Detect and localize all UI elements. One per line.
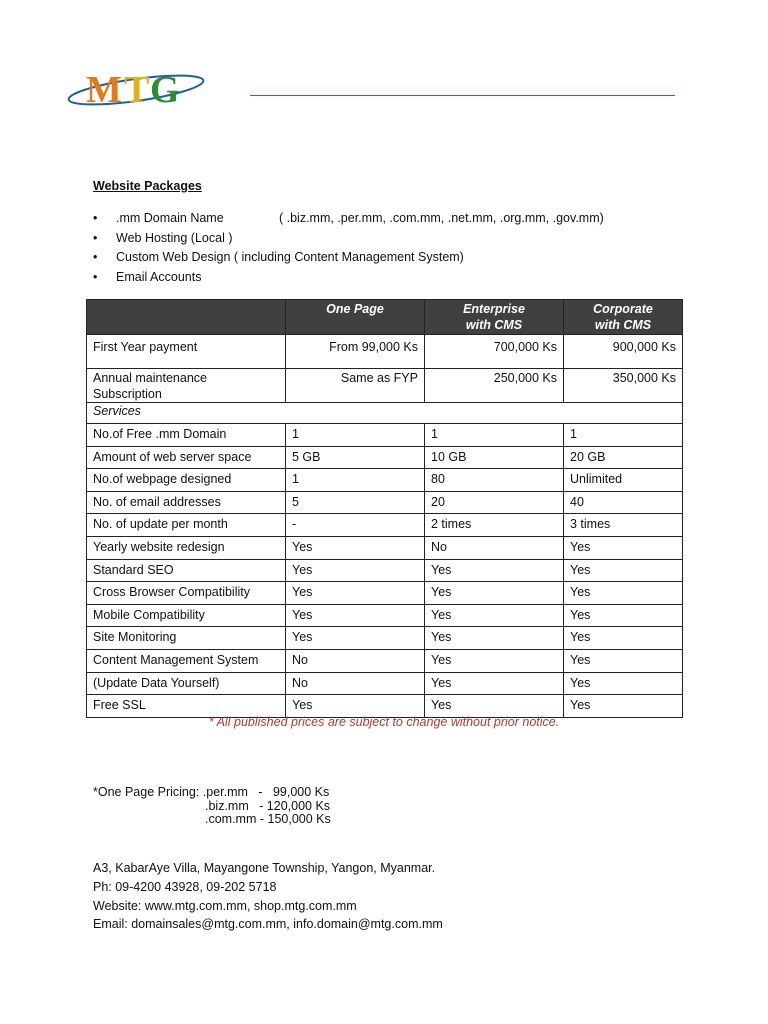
value-cell: 80 (425, 469, 564, 492)
table-row (87, 559, 683, 582)
row-label: Amount of web server space (87, 446, 286, 469)
row-label: No.of webpage designed (87, 469, 286, 492)
value-cell: Yes (564, 672, 683, 695)
value-cell: 20 GB (564, 446, 683, 469)
value-cell: No (286, 672, 425, 695)
section-row (87, 403, 683, 424)
table-row (87, 672, 683, 695)
contact-website[interactable]: Website: www.mtg.com.mm, shop.mtg.com.mm (93, 898, 357, 913)
column-header-corporate: Corporate with CMS (564, 300, 683, 335)
table-row (87, 536, 683, 559)
section-label: Services (87, 403, 683, 424)
row-label: First Year payment (87, 335, 286, 369)
value-cell: Yes (564, 627, 683, 650)
value-cell: 3 times (564, 514, 683, 537)
table-row (87, 469, 683, 492)
value-cell: Yes (286, 536, 425, 559)
value-cell: Yes (286, 604, 425, 627)
table-row (87, 582, 683, 605)
pricing-line: .com.mm - 150,000 Ks (205, 812, 331, 826)
value-cell: 20 (425, 491, 564, 514)
price-notice: * All published prices are subject to change without prior notice. (208, 715, 560, 729)
value-cell: 10 GB (425, 446, 564, 469)
row-label: No. of update per month (87, 514, 286, 537)
value-cell: Yes (564, 695, 683, 718)
logo-letter-g: G (150, 69, 180, 110)
row-label: Cross Browser Compatibility (87, 582, 286, 605)
value-cell: Yes (425, 582, 564, 605)
value-cell: 1 (564, 424, 683, 447)
table-row (87, 604, 683, 627)
contact-block (93, 859, 443, 934)
value-cell: No (286, 649, 425, 672)
table-row (87, 649, 683, 672)
price-cell: 700,000 Ks (425, 335, 564, 369)
price-cell: 250,000 Ks (425, 369, 564, 403)
packages-table (86, 299, 683, 718)
value-cell: Yes (564, 649, 683, 672)
header-rule (250, 95, 675, 96)
value-cell: Yes (425, 559, 564, 582)
contact-address: A3, KabarAye Villa, Mayangone Township, Yangon, Myanmar. (93, 861, 436, 875)
header-empty-cell (87, 300, 286, 335)
row-label: Yearly website redesign (87, 536, 286, 559)
table-row (87, 446, 683, 469)
mtg-logo (66, 66, 206, 110)
value-cell: 5 GB (286, 446, 425, 469)
value-cell: Yes (286, 559, 425, 582)
logo-letter-t: T (124, 69, 150, 110)
feature-item (93, 268, 464, 288)
value-cell: 40 (564, 491, 683, 514)
price-cell: 350,000 Ks (564, 369, 683, 403)
value-cell: Yes (425, 649, 564, 672)
value-cell: - (286, 514, 425, 537)
table-row (87, 424, 683, 447)
value-cell: No (425, 536, 564, 559)
row-label: Annual maintenance Subscription (87, 369, 286, 403)
feature-extra: ( .biz.mm, .per.mm, .com.mm, .net.mm, .org.mm, .gov.mm) (279, 211, 604, 225)
value-cell: Yes (425, 695, 564, 718)
value-cell: Yes (286, 627, 425, 650)
value-cell: Yes (564, 604, 683, 627)
value-cell: Yes (564, 582, 683, 605)
pricing-line: .biz.mm - 120,000 Ks (205, 798, 331, 813)
table-row (87, 491, 683, 514)
value-cell: 5 (286, 491, 425, 514)
value-cell: Yes (425, 672, 564, 695)
price-cell: From 99,000 Ks (286, 335, 425, 369)
feature-label: Email Accounts (116, 269, 202, 284)
value-cell: Unlimited (564, 469, 683, 492)
column-header-one-page: One Page (286, 300, 425, 335)
one-page-pricing-row (93, 800, 331, 814)
services-body (87, 424, 683, 718)
one-page-pricing-heading: *One Page Pricing: (93, 785, 200, 799)
row-label: Free SSL (87, 695, 286, 718)
contact-email[interactable]: Email: domainsales@mtg.com.mm, info.domain@mtg.com.mm (93, 917, 443, 932)
table-row (87, 369, 683, 403)
price-cell: 900,000 Ks (564, 335, 683, 369)
value-cell: 1 (286, 424, 425, 447)
feature-label: Web Hosting (Local ) (116, 230, 233, 245)
price-cell: Same as FYP (286, 369, 425, 403)
one-page-pricing-row (93, 786, 331, 800)
value-cell: 1 (425, 424, 564, 447)
feature-label: Custom Web Design ( including Content Management System) (116, 250, 464, 264)
row-label: (Update Data Yourself) (87, 672, 286, 695)
value-cell: Yes (425, 604, 564, 627)
page-title: Website Packages (93, 179, 202, 193)
feature-item (93, 248, 464, 268)
value-cell: Yes (425, 627, 564, 650)
feature-label: .mm Domain Name (116, 211, 224, 225)
one-page-pricing-row (93, 813, 331, 827)
value-cell: Yes (286, 582, 425, 605)
value-cell: Yes (564, 536, 683, 559)
contact-phone: Ph: 09-4200 43928, 09-202 5718 (93, 879, 277, 894)
value-cell: 2 times (425, 514, 564, 537)
logo-letter-m: M (86, 69, 122, 110)
row-label: Mobile Compatibility (87, 604, 286, 627)
row-label: Standard SEO (87, 559, 286, 582)
table-row (87, 514, 683, 537)
one-page-pricing (93, 786, 331, 827)
table-row (87, 335, 683, 369)
feature-item (93, 209, 604, 229)
table-row (87, 627, 683, 650)
feature-list (93, 209, 604, 287)
table-row (87, 695, 683, 718)
column-header-enterprise: Enterprise with CMS (425, 300, 564, 335)
row-label: No. of email addresses (87, 491, 286, 514)
feature-item (93, 229, 464, 249)
value-cell: Yes (564, 559, 683, 582)
row-label: Site Monitoring (87, 627, 286, 650)
pricing-line: .per.mm - 99,000 Ks (202, 785, 330, 799)
value-cell: 1 (286, 469, 425, 492)
table-header-row (87, 300, 683, 335)
row-label: Content Management System (87, 649, 286, 672)
row-label: No.of Free .mm Domain (87, 424, 286, 447)
value-cell: Yes (286, 695, 425, 718)
